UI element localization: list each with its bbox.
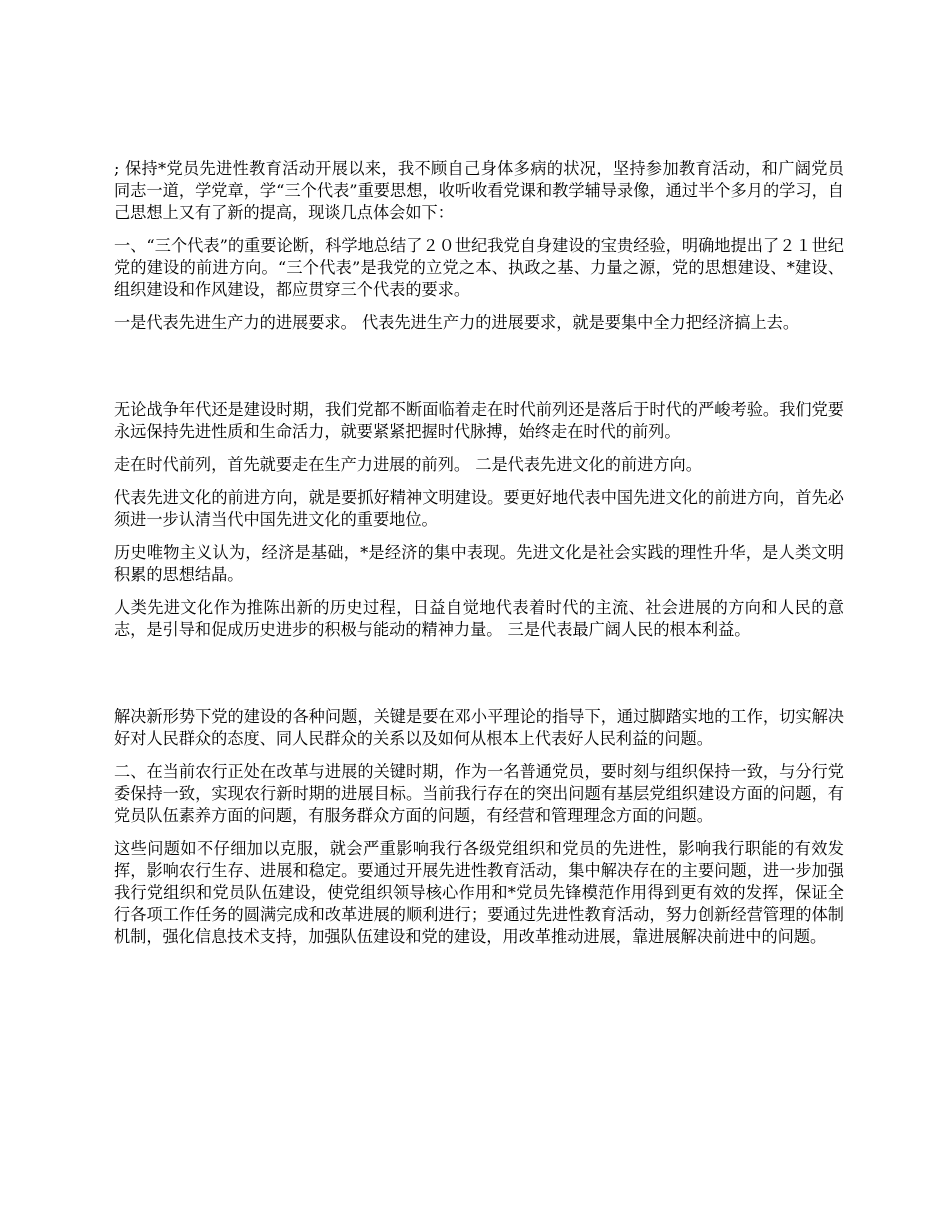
paragraph-culture-heading: 走在时代前列，首先就要走在生产力进展的前列。 二是代表先进文化的前进方向。 <box>114 455 702 474</box>
paragraph-section-two: 二、在当前农行正处在改革与进展的关键时期，作为一名普通党员，要时刻与组织保持一致，与分行党委保持一致，实现农行新时期的进展目标。当前我行存在的突出问题有基层党组织建设方面的问题，有党员队伍素养方面的问题，有服务群众方面的问题，有经营和管理理念方面的问题。 <box>114 762 844 825</box>
paragraph-era-challenge: 无论战争年代还是建设时期，我们党都不断面临着走在时代前列还是落后于时代的严峻考验。我们党要永远保持先进性质和生命活力，就要紧紧把握时代脉搏，始终走在时代的前列。 <box>114 400 844 441</box>
paragraph-historical-materialism: 历史唯物主义认为，经济是基础，*是经济的集中表现。先进文化是社会实践的理性升华，是人类文明积累的思想结晶。 <box>114 543 844 584</box>
paragraph-productivity: 一是代表先进生产力的进展要求。 代表先进生产力的进展要求，就是要集中全力把经济搞上去。 <box>114 313 800 332</box>
section-gap <box>114 652 844 706</box>
paragraph-section-one: 一、“三个代表”的重要论断，科学地总结了２０世纪我党自身建设的宝贵经验，明确地提出了２１世纪党的建设的前进方向。“三个代表”是我党的立党之本、执政之基、力量之源，党的思想建设、*建设、组织建设和作风建设，都应贯穿三个代表的要求。 <box>114 236 844 299</box>
paragraph-culture-direction: 代表先进文化的前进方向，就是要抓好精神文明建设。要更好地代表中国先进文化的前进方向，首先必须进一步认清当代中国先进文化的重要地位。 <box>114 488 844 529</box>
document-body <box>114 158 844 959</box>
paragraph-intro: ; 保持*党员先进性教育活动开展以来，我不顾自己身体多病的状况，坚持参加教育活动，和广阔党员同志一道，学党章，学“三个代表”重要思想，收听收看党课和教学辅导录像，通过半个多月的学习，自己思想上又有了新的提高，现谈几点体会如下： <box>114 159 844 222</box>
paragraph-problems: 这些问题如不仔细加以克服，就会严重影响我行各级党组织和党员的先进性，影响我行职能的有效发挥，影响农行生存、进展和稳定。要通过开展先进性教育活动，集中解决存在的主要问题，进一步加强我行党组织和党员队伍建设，使党组织领导核心作用和*党员先锋模范作用得到更有效的发挥，保证全行各项工作任务的圆满完成和改革进展的顺利进行；要通过先进性教育活动，努力创新经营管理的体制机制，强化信息技术支持，加强队伍建设和党的建设，用改革推动进展，靠进展解决前进中的问题。 <box>114 839 844 946</box>
paragraph-advanced-culture: 人类先进文化作为推陈出新的历史过程，日益自觉地代表着时代的主流、社会进展的方向和人民的意志，是引导和促成历史进步的积极与能动的精神力量。 三是代表最广阔人民的根本利益。 <box>114 598 844 639</box>
paragraph-party-building: 解决新形势下党的建设的各种问题，关键是要在邓小平理论的指导下，通过脚踏实地的工作，切实解决好对人民群众的态度、同人民群众的关系以及如何从根本上代表好人民利益的问题。 <box>114 707 844 748</box>
section-gap <box>114 345 844 399</box>
